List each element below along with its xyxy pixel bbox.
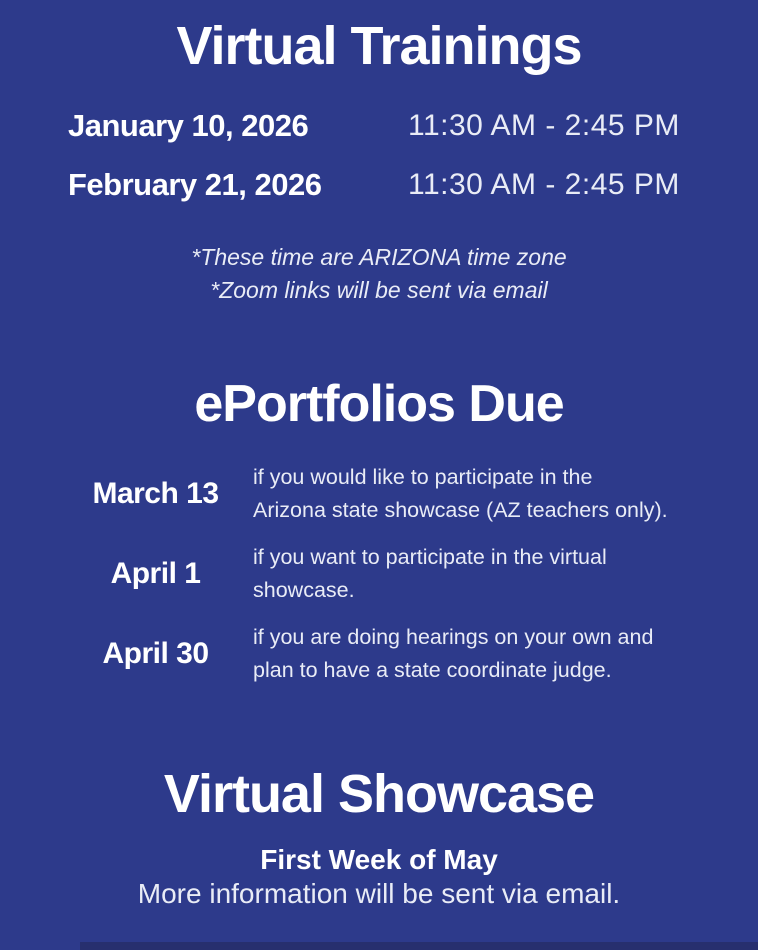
showcase-info: More information will be sent via email. [137, 877, 621, 909]
session-row [68, 108, 728, 144]
deadline-description [253, 621, 653, 687]
timezone-notes [0, 241, 758, 307]
session-date: January 10, 2026 [68, 108, 309, 143]
deadline-description-line: showcase. [253, 578, 355, 602]
deadline-description [253, 461, 668, 527]
deadline-description-line: if you are doing hearings on your own and [253, 625, 654, 649]
eportfolios-deadlines [68, 461, 722, 701]
trainings-schedule [68, 108, 728, 226]
deadline-description-line: if you would like to participate in the [253, 465, 593, 489]
showcase-section [0, 766, 758, 911]
note-arizona-timezone: *These time are ARIZONA time zone [191, 244, 567, 270]
deadline-row [68, 541, 722, 607]
deadline-date: April 1 [110, 557, 201, 590]
session-time: 11:30 AM - 2:45 PM [408, 168, 680, 201]
deadline-description-line: if you want to participate in the virtual [253, 545, 607, 569]
showcase-section-title: Virtual Showcase [163, 764, 595, 824]
trainings-section-title: Virtual Trainings [176, 16, 582, 76]
showcase-week: First Week of May [260, 843, 498, 875]
deadline-date: March 13 [92, 477, 219, 510]
deadline-description [253, 541, 607, 607]
eportfolios-section-title: ePortfolios Due [194, 375, 564, 433]
session-row [68, 167, 728, 203]
note-zoom-links: *Zoom links will be sent via email [210, 277, 548, 303]
session-time: 11:30 AM - 2:45 PM [408, 109, 680, 142]
deadline-date: April 30 [102, 637, 209, 670]
session-date: February 21, 2026 [68, 167, 322, 202]
bottom-edge-strip [80, 942, 758, 950]
deadline-description-line: Arizona state showcase (AZ teachers only). [253, 498, 668, 522]
deadline-row [68, 461, 722, 527]
deadline-row [68, 621, 722, 687]
deadline-description-line: plan to have a state coordinate judge. [253, 658, 612, 682]
